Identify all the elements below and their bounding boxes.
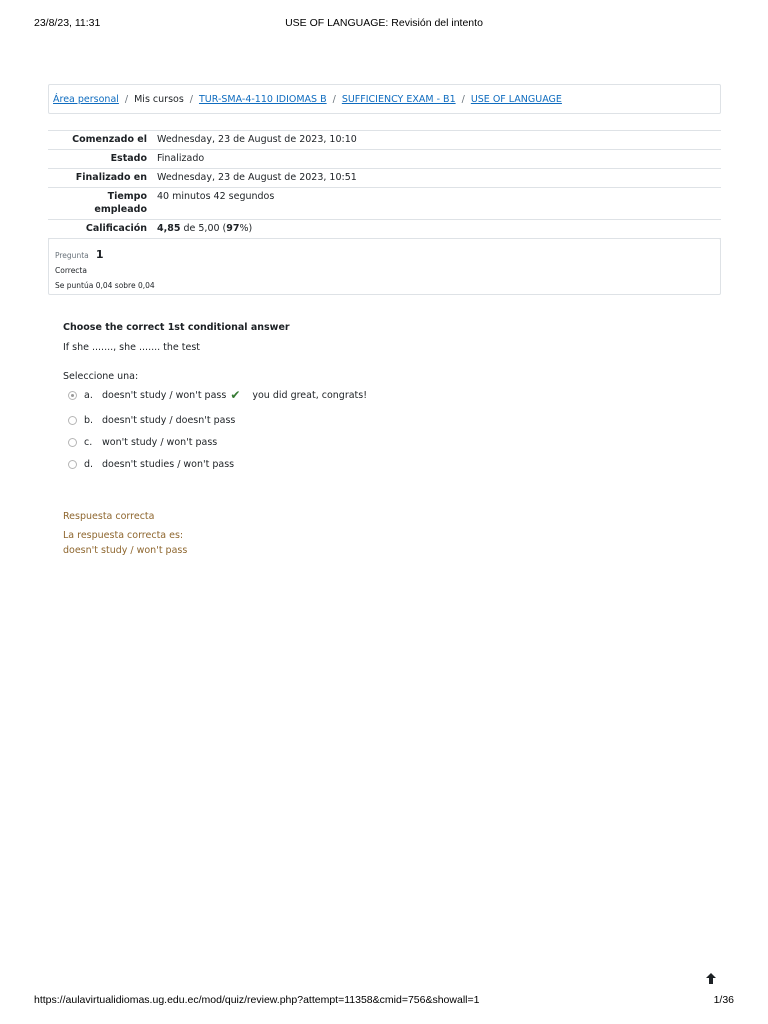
summary-row-started bbox=[48, 131, 721, 150]
answer-c-radio[interactable] bbox=[68, 438, 77, 447]
question-number: 1 bbox=[95, 248, 104, 261]
grade-of: de 5,00 ( bbox=[183, 223, 227, 234]
answer-option-c[interactable] bbox=[68, 437, 217, 448]
check-icon: ✔ bbox=[230, 388, 241, 402]
state-value: Finalizado bbox=[152, 150, 721, 169]
question-info-box bbox=[48, 238, 721, 295]
question-text: If she ......., she ....... the test bbox=[63, 342, 201, 353]
answer-b-letter: b. bbox=[84, 415, 94, 426]
breadcrumb-exam[interactable]: SUFFICIENCY EXAM - B1 bbox=[341, 93, 456, 105]
answer-d-text: doesn't studies / won't pass bbox=[102, 459, 235, 470]
answer-a-text: doesn't study / won't pass bbox=[102, 389, 227, 401]
finished-label: Finalizado en bbox=[48, 169, 152, 188]
outcome-text: Respuesta correcta bbox=[63, 511, 155, 522]
question-title: Choose the correct 1st conditional answer bbox=[63, 322, 290, 333]
answer-b-text: doesn't study / doesn't pass bbox=[102, 415, 236, 426]
answer-d-letter: d. bbox=[84, 459, 94, 470]
answer-option-a[interactable] bbox=[68, 388, 367, 402]
grade-label: Calificación bbox=[48, 220, 152, 239]
time-label-line-2: empleado bbox=[94, 204, 147, 215]
right-answer-value: doesn't study / won't pass bbox=[63, 545, 188, 556]
print-datetime: 23/8/23, 11:31 bbox=[34, 17, 101, 29]
right-answer-label: La respuesta correcta es: bbox=[63, 530, 184, 541]
answer-d-radio[interactable] bbox=[68, 460, 77, 469]
summary-row-finished bbox=[48, 169, 721, 188]
answer-c-letter: c. bbox=[84, 437, 93, 448]
print-page-number: 1/36 bbox=[713, 994, 734, 1006]
answer-c-text: won't study / won't pass bbox=[102, 437, 218, 448]
breadcrumb-separator: / bbox=[124, 93, 129, 105]
grade-value bbox=[152, 220, 721, 239]
started-label: Comenzado el bbox=[48, 131, 152, 150]
question-number-label: Pregunta bbox=[55, 251, 89, 260]
breadcrumb-separator: / bbox=[332, 93, 336, 105]
breadcrumb-separator: / bbox=[189, 93, 193, 105]
answer-a-letter: a. bbox=[84, 389, 93, 401]
grade-end: %) bbox=[239, 223, 253, 234]
time-label bbox=[48, 188, 152, 220]
breadcrumb-mis-cursos: Mis cursos bbox=[134, 93, 184, 105]
question-grade: Se puntúa 0,04 sobre 0,04 bbox=[55, 281, 155, 290]
print-page-title: USE OF LANGUAGE: Revisión del intento bbox=[285, 17, 483, 29]
breadcrumb-area-personal[interactable]: Área personal bbox=[53, 93, 119, 105]
started-value: Wednesday, 23 de August de 2023, 10:10 bbox=[152, 131, 721, 150]
answer-option-d[interactable] bbox=[68, 459, 234, 470]
summary-row-time bbox=[48, 188, 721, 220]
breadcrumb-separator: / bbox=[461, 93, 465, 105]
question-state: Correcta bbox=[55, 266, 87, 275]
state-label: Estado bbox=[48, 150, 152, 169]
grade-score: 4,85 bbox=[157, 223, 181, 234]
answer-prompt: Seleccione una: bbox=[63, 371, 139, 382]
time-value: 40 minutos 42 segundos bbox=[152, 188, 721, 220]
grade-percent: 97 bbox=[226, 223, 240, 234]
breadcrumb-course[interactable]: TUR-SMA-4-110 IDIOMAS B bbox=[198, 93, 327, 105]
summary-row-state bbox=[48, 150, 721, 169]
breadcrumb bbox=[48, 84, 721, 114]
summary-row-grade bbox=[48, 220, 721, 239]
time-label-line-1: Tiempo bbox=[107, 191, 147, 202]
breadcrumb-quiz[interactable]: USE OF LANGUAGE bbox=[470, 93, 562, 105]
finished-value: Wednesday, 23 de August de 2023, 10:51 bbox=[152, 169, 721, 188]
answer-b-radio[interactable] bbox=[68, 416, 77, 425]
answer-a-feedback: you did great, congrats! bbox=[252, 389, 368, 401]
arrow-up-icon bbox=[706, 973, 716, 984]
attempt-summary-table bbox=[48, 130, 721, 239]
print-url: https://aulavirtualidiomas.ug.edu.ec/mod/quiz/review.php?attempt=11358&cmid=756&showall=1 bbox=[34, 994, 480, 1006]
back-to-top-button[interactable] bbox=[699, 966, 723, 990]
answer-option-b[interactable] bbox=[68, 415, 235, 426]
answer-a-radio[interactable] bbox=[68, 391, 77, 400]
